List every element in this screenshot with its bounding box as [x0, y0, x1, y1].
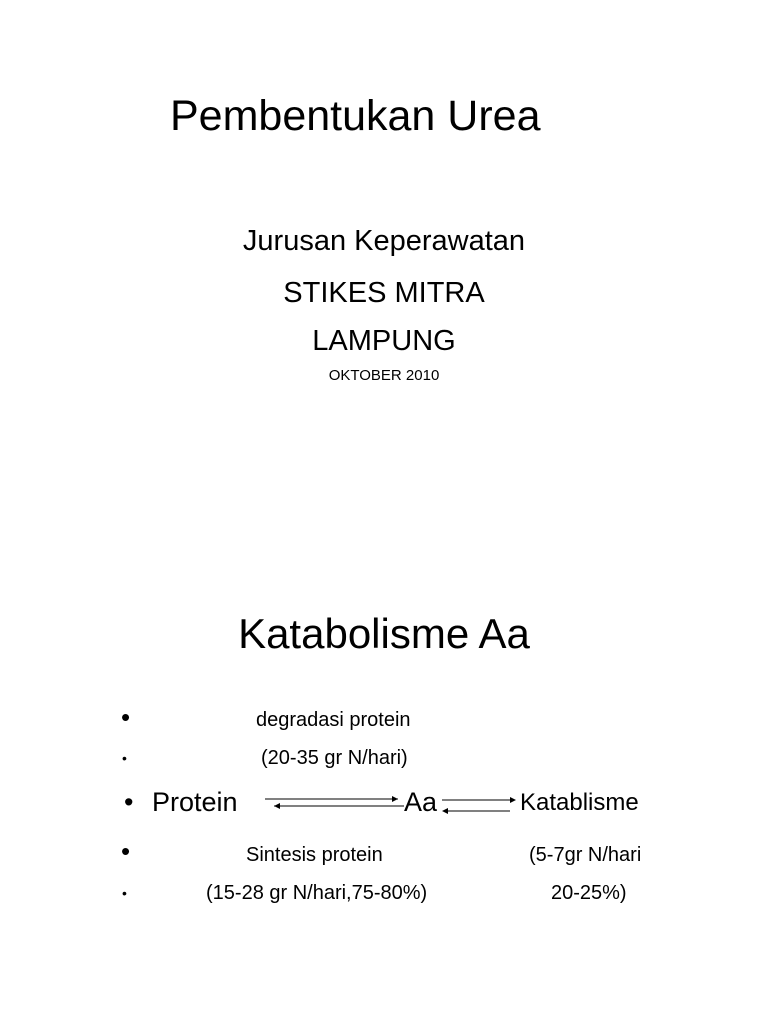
subtitle-institution: STIKES MITRA [283, 277, 485, 309]
bullet-text: degradasi protein [256, 709, 411, 731]
bullet-text-right: 20-25%) [551, 882, 627, 904]
bullet-text: (15-28 gr N/hari,75-80%) [206, 882, 428, 904]
slide-title: Pembentukan Urea [170, 92, 541, 140]
bullet-marker: • [122, 885, 127, 901]
arrow-head-right-icon [392, 796, 398, 802]
arrow-head-left-icon [442, 808, 448, 814]
product-aa: Aa [404, 787, 438, 817]
reactant-protein: Protein [152, 787, 238, 817]
bullet-text-right: (5-7gr N/hari [529, 844, 642, 866]
slide-title: Katabolisme Aa [238, 610, 530, 657]
bullet-text: Sintesis protein [246, 844, 383, 866]
subtitle-location: LAMPUNG [312, 325, 456, 357]
arrow-head-right-icon [510, 797, 516, 803]
bullet-text: (20-35 gr N/hari) [261, 747, 408, 769]
subtitle-department: Jurusan Keperawatan [242, 225, 526, 257]
arrow-head-left-icon [274, 803, 280, 809]
bullet-marker: • [121, 702, 131, 732]
presentation-date: OKTOBER 2010 [328, 367, 440, 384]
process-katablisme: Katablisme [520, 789, 639, 816]
bullet-marker: • [122, 750, 127, 766]
bullet-marker: • [124, 787, 134, 817]
bullet-marker: • [121, 836, 131, 866]
